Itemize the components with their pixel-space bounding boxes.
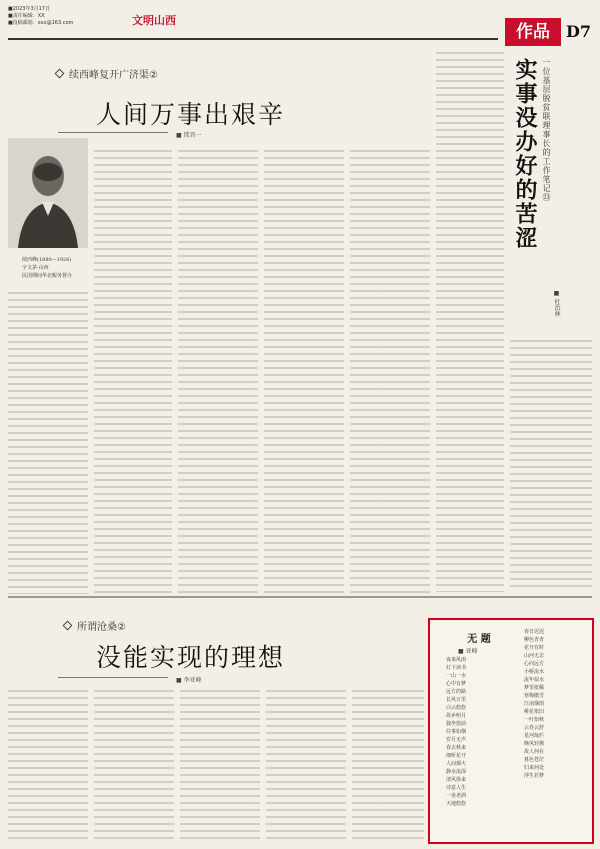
page-number: D7 xyxy=(566,22,592,41)
masthead-meta xyxy=(8,6,73,27)
poem-line: 星河灿烂 xyxy=(524,733,545,739)
poem-title: 无 题 xyxy=(467,634,491,645)
poem-line: 春日迟迟 xyxy=(524,629,545,635)
article2-body-col1 xyxy=(8,690,88,842)
sidebar-column: 一位基层脱贫联理事长的工作笔记㉓ xyxy=(542,58,551,202)
article2-column xyxy=(64,618,126,633)
article1-body-col5 xyxy=(350,150,430,594)
poem-line: 天地悠悠 xyxy=(446,801,467,807)
poem-line: 梦里依稀 xyxy=(524,685,545,691)
portrait-figure xyxy=(8,138,88,248)
poem-line: 人间烟火 xyxy=(446,761,467,767)
poem-line: 桃花依旧 xyxy=(524,709,545,715)
poem-line: 归来何处 xyxy=(524,765,545,771)
poem-line: 云卷云舒 xyxy=(524,725,545,731)
poem-line: 灯下读书 xyxy=(446,665,467,671)
poem-line: 心向远方 xyxy=(524,661,545,667)
diamond-icon xyxy=(63,621,73,631)
article2-body-col2 xyxy=(94,690,174,842)
poem-line: 春去秋来 xyxy=(446,745,467,751)
article1-column-label: 续西峰复开广济渠② xyxy=(69,70,158,81)
article1-body-col4 xyxy=(264,150,344,594)
article2-column-label: 所谓沧桑② xyxy=(77,622,126,633)
article1-column xyxy=(56,66,158,81)
poem-line: 一叶知秋 xyxy=(524,717,545,723)
article1-byline: ■ 续晋一 xyxy=(176,132,202,139)
article1-title: 人间万事出艰辛 xyxy=(96,100,286,129)
poem-line: 静水流深 xyxy=(446,769,467,775)
article1-body-col1 xyxy=(8,292,88,594)
poem-line: 长风万里 xyxy=(446,697,467,703)
header-rule xyxy=(8,38,498,40)
sidebar-body-cont xyxy=(510,340,592,592)
poem-line: 心中有梦 xyxy=(446,681,467,687)
article2-byline: ■ 李亚峰 xyxy=(176,677,202,684)
article2-body-col3 xyxy=(180,690,260,842)
sidebar-title: 实事没办好的苦涩 xyxy=(512,58,538,250)
poem-line: 白云悠悠 xyxy=(446,705,467,711)
article1-byline-rule xyxy=(58,132,168,133)
poem-line: 江南烟雨 xyxy=(524,701,545,707)
poem-right-column xyxy=(524,628,544,780)
poem-line: 小桥流水 xyxy=(524,669,545,675)
poem-line: 一山一水 xyxy=(446,673,467,679)
poem-line: 往事如烟 xyxy=(446,729,467,735)
poem-line: 晚风轻拂 xyxy=(524,741,545,747)
article2-byline-rule xyxy=(58,677,168,678)
poem-line: 一壶老酒 xyxy=(446,793,467,799)
poem-line: 柳色青青 xyxy=(524,637,545,643)
poem-line: 远方的路 xyxy=(446,689,467,695)
poem-line: 独坐窗前 xyxy=(446,721,467,727)
portrait-caption xyxy=(22,256,72,280)
caption-line: 民国期间华北赈务督办 xyxy=(22,273,73,279)
poem-line: 故乡明月 xyxy=(446,713,467,719)
portrait-photo xyxy=(8,138,88,248)
meta-line: ■2023年3月17日 xyxy=(8,6,50,12)
poem-line: 清风徐来 xyxy=(446,777,467,783)
poem-box xyxy=(428,618,594,844)
diamond-icon xyxy=(55,69,65,79)
article1-body-col3 xyxy=(178,150,258,594)
poem-line: 细听花开 xyxy=(446,753,467,759)
article1-body-col2 xyxy=(94,150,172,594)
poem-line: 寒梅傲雪 xyxy=(524,693,545,699)
poem-line: 山河无恙 xyxy=(524,653,545,659)
brand-logo: 文明山西 xyxy=(132,14,176,27)
poem-line: 故人何在 xyxy=(524,749,545,755)
poem-line: 诗意人生 xyxy=(446,785,467,791)
caption-line: 续西峰(1880—1926) xyxy=(22,257,72,263)
article2-body-col5 xyxy=(352,690,424,842)
poem-line: 花开有时 xyxy=(524,645,545,651)
poem-left-column xyxy=(446,656,466,808)
poem-line: 夜来风雨 xyxy=(446,657,467,663)
poem-line: 浮生若梦 xyxy=(524,773,545,779)
caption-line: 字文茅·山西 xyxy=(22,265,49,271)
poem-line: 流年似水 xyxy=(524,677,545,683)
sidebar-byline: ■ 杜治林 xyxy=(553,290,560,317)
section-divider xyxy=(8,596,592,598)
poem-line: 岁月无声 xyxy=(446,737,467,743)
article2-body-col4 xyxy=(266,690,346,842)
meta-line: ■投稿邮箱：xxx@163.com xyxy=(8,20,74,26)
section-tag: 作品 xyxy=(505,18,561,46)
poem-line: 暮色苍茫 xyxy=(524,757,545,763)
poem-byline: ■ 亚峰 xyxy=(458,648,478,655)
article2-title: 没能实现的理想 xyxy=(96,643,286,672)
meta-line: ■责任编辑：XX xyxy=(8,13,45,19)
sidebar-body-text xyxy=(436,52,504,592)
